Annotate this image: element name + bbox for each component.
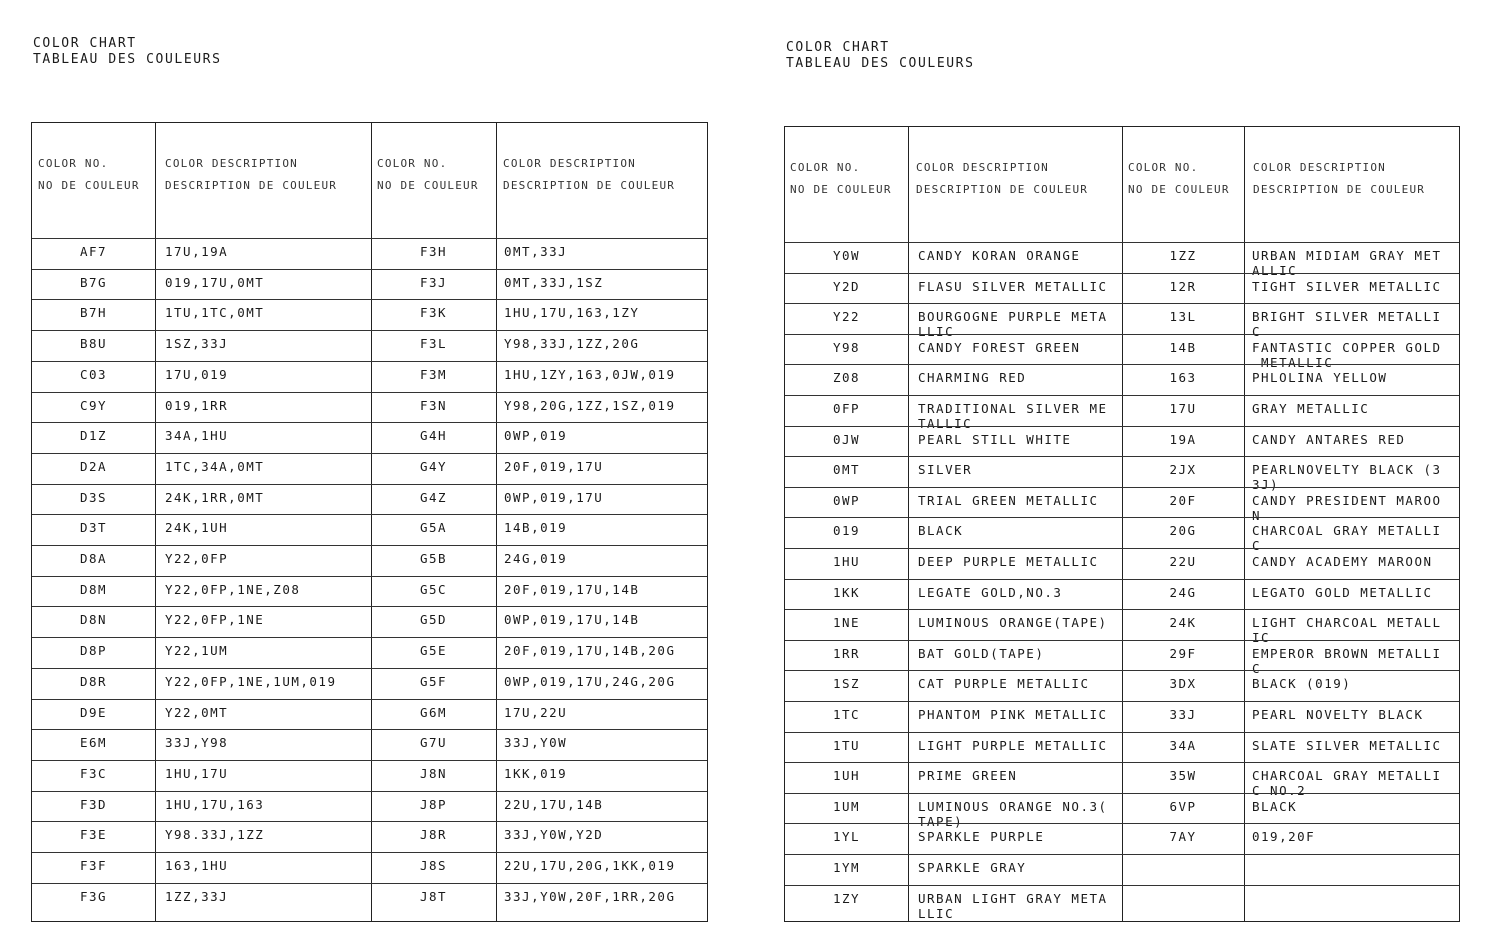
color-description-cell: 0WP,019,17U: [504, 489, 604, 505]
color-no-cell: 24G: [1169, 584, 1197, 600]
right-title-line-1: COLOR CHART: [786, 40, 890, 55]
color-description-cell: CANDY PRESIDENT MAROO N: [1252, 492, 1442, 523]
color-no-cell: B7G: [79, 274, 108, 290]
table-row: [785, 273, 1459, 304]
table-row: [32, 576, 707, 607]
color-no-cell: 24K: [1169, 615, 1197, 631]
table-row: [785, 242, 1459, 278]
color-description-cell: CHARMING RED: [918, 370, 1027, 386]
color-description-cell: BLACK (019): [1252, 676, 1352, 692]
color-description-cell: LUMINOUS ORANGE NO.3( TAPE): [918, 798, 1108, 829]
table-row: [32, 668, 707, 699]
table-row: [785, 640, 1459, 676]
color-no-cell: F3M: [419, 366, 448, 382]
color-no-cell: Y22: [832, 309, 861, 325]
left-header-color-description-2: COLOR DESCRIPTION DESCRIPTION DE COULEUR: [503, 157, 676, 192]
table-row: [785, 823, 1459, 854]
color-no-cell: F3N: [419, 397, 448, 413]
color-description-cell: 0MT,33J,1SZ: [504, 274, 604, 290]
color-description-cell: LIGHT CHARCOAL METALL IC: [1252, 615, 1442, 646]
color-description-cell: CHARCOAL GRAY METALLI C NO.2: [1252, 768, 1442, 799]
color-no-cell: G5B: [419, 551, 448, 566]
table-row: [32, 760, 707, 791]
color-description-cell: 14B,019: [504, 520, 568, 536]
color-no-cell: C03: [79, 366, 108, 382]
color-description-cell: Y22,1UM: [165, 643, 229, 659]
table-row: [32, 729, 707, 760]
color-description-cell: 33J,Y0W: [504, 735, 568, 751]
table-row: [32, 821, 707, 852]
color-no-cell: 34A: [1169, 737, 1197, 753]
color-no-cell: F3L: [419, 336, 448, 352]
color-description-cell: 24K,1UH: [165, 520, 229, 536]
color-no-cell: 1ZZ: [1169, 248, 1197, 263]
color-no-cell: B7H: [79, 305, 108, 321]
color-no-cell: 1RR: [832, 645, 861, 661]
color-description-cell: BLACK: [918, 523, 964, 539]
color-no-cell: F3J: [419, 274, 448, 290]
color-description-cell: 20F,019,17U,14B: [504, 581, 640, 597]
color-no-cell: C9Y: [79, 397, 108, 413]
color-no-cell: 0FP: [832, 401, 861, 416]
table-row: [785, 395, 1459, 431]
color-no-cell: 20G: [1169, 523, 1197, 539]
color-no-cell: 1YL: [832, 829, 861, 845]
color-description-cell: Y22,0FP,1NE,Z08: [165, 581, 301, 597]
table-row: [785, 364, 1459, 395]
table-row: [32, 699, 707, 730]
color-no-cell: 0JW: [832, 431, 861, 447]
color-no-cell: F3D: [79, 796, 108, 812]
color-no-cell: G4Y: [419, 458, 448, 474]
table-row: [32, 422, 707, 453]
right-header-color-description: COLOR DESCRIPTION DESCRIPTION DE COULEUR: [916, 161, 1089, 196]
color-no-cell: D8N: [79, 612, 108, 628]
color-description-cell: TIGHT SILVER METALLIC: [1252, 278, 1442, 294]
color-no-cell: J8N: [419, 765, 448, 781]
table-row: [785, 701, 1459, 732]
color-description-cell: SLATE SILVER METALLIC: [1252, 737, 1442, 753]
color-description-cell: CANDY FOREST GREEN: [918, 339, 1081, 355]
color-description-cell: BAT GOLD(TAPE): [918, 645, 1045, 661]
table-row: [785, 487, 1459, 523]
color-description-cell: Y22,0MT: [165, 704, 229, 720]
color-description-cell: 1HU,17U,163,1ZY: [504, 305, 640, 321]
color-description-cell: GRAY METALLIC: [1252, 401, 1370, 416]
color-description-cell: 33J,Y0W,20F,1RR,20G: [504, 888, 676, 904]
color-description-cell: 0WP,019,17U,24G,20G: [504, 673, 676, 689]
color-description-cell: Y98.33J,1ZZ: [165, 827, 265, 843]
color-description-cell: Y98,20G,1ZZ,1SZ,019: [504, 397, 676, 413]
color-description-cell: 17U,019: [165, 366, 229, 382]
color-no-cell: F3G: [79, 888, 108, 904]
table-row: [32, 606, 707, 637]
color-no-cell: AF7: [79, 244, 108, 259]
table-row: [785, 517, 1459, 554]
color-no-cell: 1YM: [832, 860, 861, 875]
color-description-cell: 1TC,34A,0MT: [165, 458, 265, 474]
table-row: [785, 793, 1459, 829]
color-description-cell: LEGATO GOLD METALLIC: [1252, 584, 1433, 600]
color-no-cell: 12R: [1169, 278, 1197, 294]
right-color-table: [784, 126, 1460, 922]
color-description-cell: 0WP,019: [504, 428, 568, 444]
color-description-cell: LIGHT PURPLE METALLIC: [918, 737, 1108, 753]
table-row: [785, 609, 1459, 646]
right-header-color-no: COLOR NO. NO DE COULEUR: [790, 161, 892, 196]
color-description-cell: CANDY ANTARES RED: [1252, 431, 1406, 447]
color-no-cell: D3T: [79, 520, 108, 536]
color-no-cell: Z08: [832, 370, 861, 386]
color-description-cell: URBAN LIGHT GRAY META LLIC: [918, 890, 1108, 921]
table-row: [785, 762, 1459, 799]
color-description-cell: 17U,22U: [504, 704, 568, 720]
color-description-cell: 24K,1RR,0MT: [165, 489, 265, 505]
color-no-cell: G4Z: [419, 489, 448, 505]
color-no-cell: D3S: [79, 489, 108, 505]
color-no-cell: 14B: [1169, 339, 1197, 355]
right-title-line-2: TABLEAU DES COULEURS: [786, 56, 975, 71]
color-description-cell: SPARKLE GRAY: [918, 860, 1027, 875]
color-no-cell: D2A: [79, 458, 108, 474]
color-no-cell: 163: [1169, 370, 1197, 386]
color-description-cell: 22U,17U,20G,1KK,019: [504, 858, 676, 873]
left-page-title: [33, 36, 222, 68]
table-row: [32, 392, 707, 423]
color-no-cell: E6M: [79, 735, 108, 751]
table-row: [32, 637, 707, 668]
color-description-cell: 33J,Y98: [165, 735, 229, 751]
color-description-cell: CANDY ACADEMY MAROON: [1252, 554, 1433, 569]
color-description-cell: 019,1RR: [165, 397, 229, 413]
color-description-cell: Y22,0FP: [165, 551, 229, 566]
table-row: [785, 885, 1459, 921]
color-no-cell: 1UH: [832, 768, 861, 784]
color-description-cell: 20F,019,17U,14B,20G: [504, 643, 676, 659]
table-row: [785, 670, 1459, 701]
table-row: [785, 854, 1459, 885]
right-header-color-no-2: COLOR NO. NO DE COULEUR: [1128, 161, 1230, 196]
color-description-cell: URBAN MIDIAM GRAY MET ALLIC: [1252, 248, 1442, 278]
left-header-color-no-2: COLOR NO. NO DE COULEUR: [377, 157, 479, 192]
color-description-cell: 17U,19A: [165, 244, 229, 259]
color-no-cell: 0MT: [832, 462, 861, 478]
color-description-cell: 1HU,17U,163: [165, 796, 265, 812]
left-color-table: [31, 122, 708, 922]
color-description-cell: 1TU,1TC,0MT: [165, 305, 265, 321]
table-row: [32, 545, 707, 576]
color-no-cell: G5C: [419, 581, 448, 597]
color-description-cell: BLACK: [1252, 798, 1298, 814]
color-description-cell: FLASU SILVER METALLIC: [918, 278, 1108, 294]
color-description-cell: 1KK,019: [504, 765, 568, 781]
color-no-cell: 3DX: [1169, 676, 1197, 692]
color-no-cell: Y2D: [832, 278, 861, 294]
table-row: [785, 426, 1459, 457]
color-description-cell: Y22,0FP,1NE: [165, 612, 265, 628]
color-description-cell: 0MT,33J: [504, 244, 568, 259]
color-no-cell: G6M: [419, 704, 448, 720]
color-no-cell: 1KK: [832, 584, 861, 600]
table-row: [785, 456, 1459, 493]
color-no-cell: D8A: [79, 551, 108, 566]
table-row: [32, 361, 707, 392]
color-description-cell: 34A,1HU: [165, 428, 229, 444]
color-no-cell: G7U: [419, 735, 448, 751]
color-description-cell: 019,17U,0MT: [165, 274, 265, 290]
color-no-cell: Y98: [832, 339, 861, 355]
color-no-cell: F3E: [79, 827, 108, 843]
color-description-cell: 1ZZ,33J: [165, 888, 229, 904]
color-description-cell: CANDY KORAN ORANGE: [918, 248, 1081, 263]
table-row: [32, 330, 707, 361]
left-header-color-description: COLOR DESCRIPTION DESCRIPTION DE COULEUR: [165, 157, 338, 192]
color-description-cell: Y98,33J,1ZZ,20G: [504, 336, 640, 352]
color-no-cell: G5F: [419, 673, 448, 689]
color-no-cell: Y0W: [832, 248, 861, 263]
color-description-cell: EMPEROR BROWN METALLI C: [1252, 645, 1442, 676]
color-no-cell: 19A: [1169, 431, 1197, 447]
color-description-cell: PEARL NOVELTY BLACK: [1252, 707, 1424, 722]
color-no-cell: 29F: [1169, 645, 1197, 661]
table-row: [32, 791, 707, 822]
color-no-cell: 1HU: [832, 554, 861, 569]
color-no-cell: D8M: [79, 581, 108, 597]
color-no-cell: B8U: [79, 336, 108, 352]
left-title-line-1: COLOR CHART: [33, 36, 137, 51]
color-description-cell: 019,20F: [1252, 829, 1316, 845]
color-no-cell: G5A: [419, 520, 448, 536]
table-row: [785, 548, 1459, 579]
color-no-cell: F3F: [79, 858, 108, 873]
color-description-cell: PRIME GREEN: [918, 768, 1018, 784]
color-no-cell: J8S: [419, 858, 448, 873]
table-row: [32, 514, 707, 545]
color-no-cell: J8T: [419, 888, 448, 904]
color-description-cell: SILVER: [918, 462, 973, 478]
color-no-cell: 20F: [1169, 492, 1197, 508]
color-no-cell: 2JX: [1169, 462, 1197, 478]
color-no-cell: D8R: [79, 673, 108, 689]
table-row: [32, 299, 707, 330]
color-no-cell: F3C: [79, 765, 108, 781]
right-header-color-description-2: COLOR DESCRIPTION DESCRIPTION DE COULEUR: [1253, 161, 1426, 196]
color-description-cell: BOURGOGNE PURPLE META LLIC: [918, 309, 1108, 340]
table-row: [785, 303, 1459, 340]
color-no-cell: 22U: [1169, 554, 1197, 569]
color-no-cell: 1SZ: [832, 676, 861, 692]
color-no-cell: 33J: [1169, 707, 1197, 722]
left-title-line-2: TABLEAU DES COULEURS: [33, 52, 222, 67]
color-description-cell: SPARKLE PURPLE: [918, 829, 1045, 845]
table-row: [785, 334, 1459, 370]
color-no-cell: D1Z: [79, 428, 108, 444]
left-header-color-no: COLOR NO. NO DE COULEUR: [38, 157, 140, 192]
color-description-cell: 0WP,019,17U,14B: [504, 612, 640, 628]
color-description-cell: DEEP PURPLE METALLIC: [918, 554, 1099, 569]
color-description-cell: FANTASTIC COPPER GOLD METALLIC: [1252, 339, 1442, 370]
table-row: [32, 238, 707, 269]
color-description-cell: 24G,019: [504, 551, 568, 566]
color-no-cell: J8R: [419, 827, 448, 843]
color-no-cell: D9E: [79, 704, 108, 720]
color-description-cell: 20F,019,17U: [504, 458, 604, 474]
color-no-cell: 1UM: [832, 798, 861, 814]
color-description-cell: PEARL STILL WHITE: [918, 431, 1072, 447]
table-row: [32, 453, 707, 484]
color-no-cell: 1TU: [832, 737, 861, 753]
table-row: [32, 852, 707, 883]
color-no-cell: 7AY: [1169, 829, 1197, 845]
color-no-cell: F3K: [419, 305, 448, 321]
color-description-cell: CHARCOAL GRAY METALLI C: [1252, 523, 1442, 554]
table-row: [32, 484, 707, 515]
color-no-cell: 019: [832, 523, 861, 539]
color-description-cell: PEARLNOVELTY BLACK (3 3J): [1252, 462, 1442, 493]
color-no-cell: F3H: [419, 244, 448, 259]
right-page-title: [786, 40, 975, 72]
color-description-cell: BRIGHT SILVER METALLI C: [1252, 309, 1442, 340]
color-description-cell: LUMINOUS ORANGE(TAPE): [918, 615, 1108, 631]
color-no-cell: 1ZY: [832, 890, 861, 906]
color-no-cell: G5E: [419, 643, 448, 659]
color-description-cell: Y22,0FP,1NE,1UM,019: [165, 673, 337, 689]
color-no-cell: 1NE: [832, 615, 861, 631]
color-no-cell: 6VP: [1169, 798, 1197, 814]
color-description-cell: 1SZ,33J: [165, 336, 229, 352]
color-no-cell: G5D: [419, 612, 448, 628]
color-no-cell: 0WP: [832, 492, 861, 508]
color-description-cell: LEGATE GOLD,NO.3: [918, 584, 1063, 600]
table-row: [32, 883, 707, 914]
color-description-cell: 1HU,1ZY,163,0JW,019: [504, 366, 676, 382]
color-description-cell: TRADITIONAL SILVER ME TALLIC: [918, 401, 1108, 431]
color-description-cell: 33J,Y0W,Y2D: [504, 827, 604, 843]
table-row: [785, 579, 1459, 610]
color-description-cell: 1HU,17U: [165, 765, 229, 781]
table-row: [785, 732, 1459, 763]
color-description-cell: 163,1HU: [165, 858, 229, 873]
color-description-cell: CAT PURPLE METALLIC: [918, 676, 1090, 692]
color-no-cell: G4H: [419, 428, 448, 444]
color-no-cell: 35W: [1169, 768, 1197, 784]
color-no-cell: 17U: [1169, 401, 1197, 416]
color-description-cell: PHLOLINA YELLOW: [1252, 370, 1388, 386]
color-description-cell: TRIAL GREEN METALLIC: [918, 492, 1099, 508]
color-no-cell: D8P: [79, 643, 108, 659]
color-no-cell: 1TC: [832, 707, 861, 722]
table-row: [32, 269, 707, 300]
color-no-cell: J8P: [419, 796, 448, 812]
color-no-cell: 13L: [1169, 309, 1197, 325]
color-description-cell: 22U,17U,14B: [504, 796, 604, 812]
color-description-cell: PHANTOM PINK METALLIC: [918, 707, 1108, 722]
